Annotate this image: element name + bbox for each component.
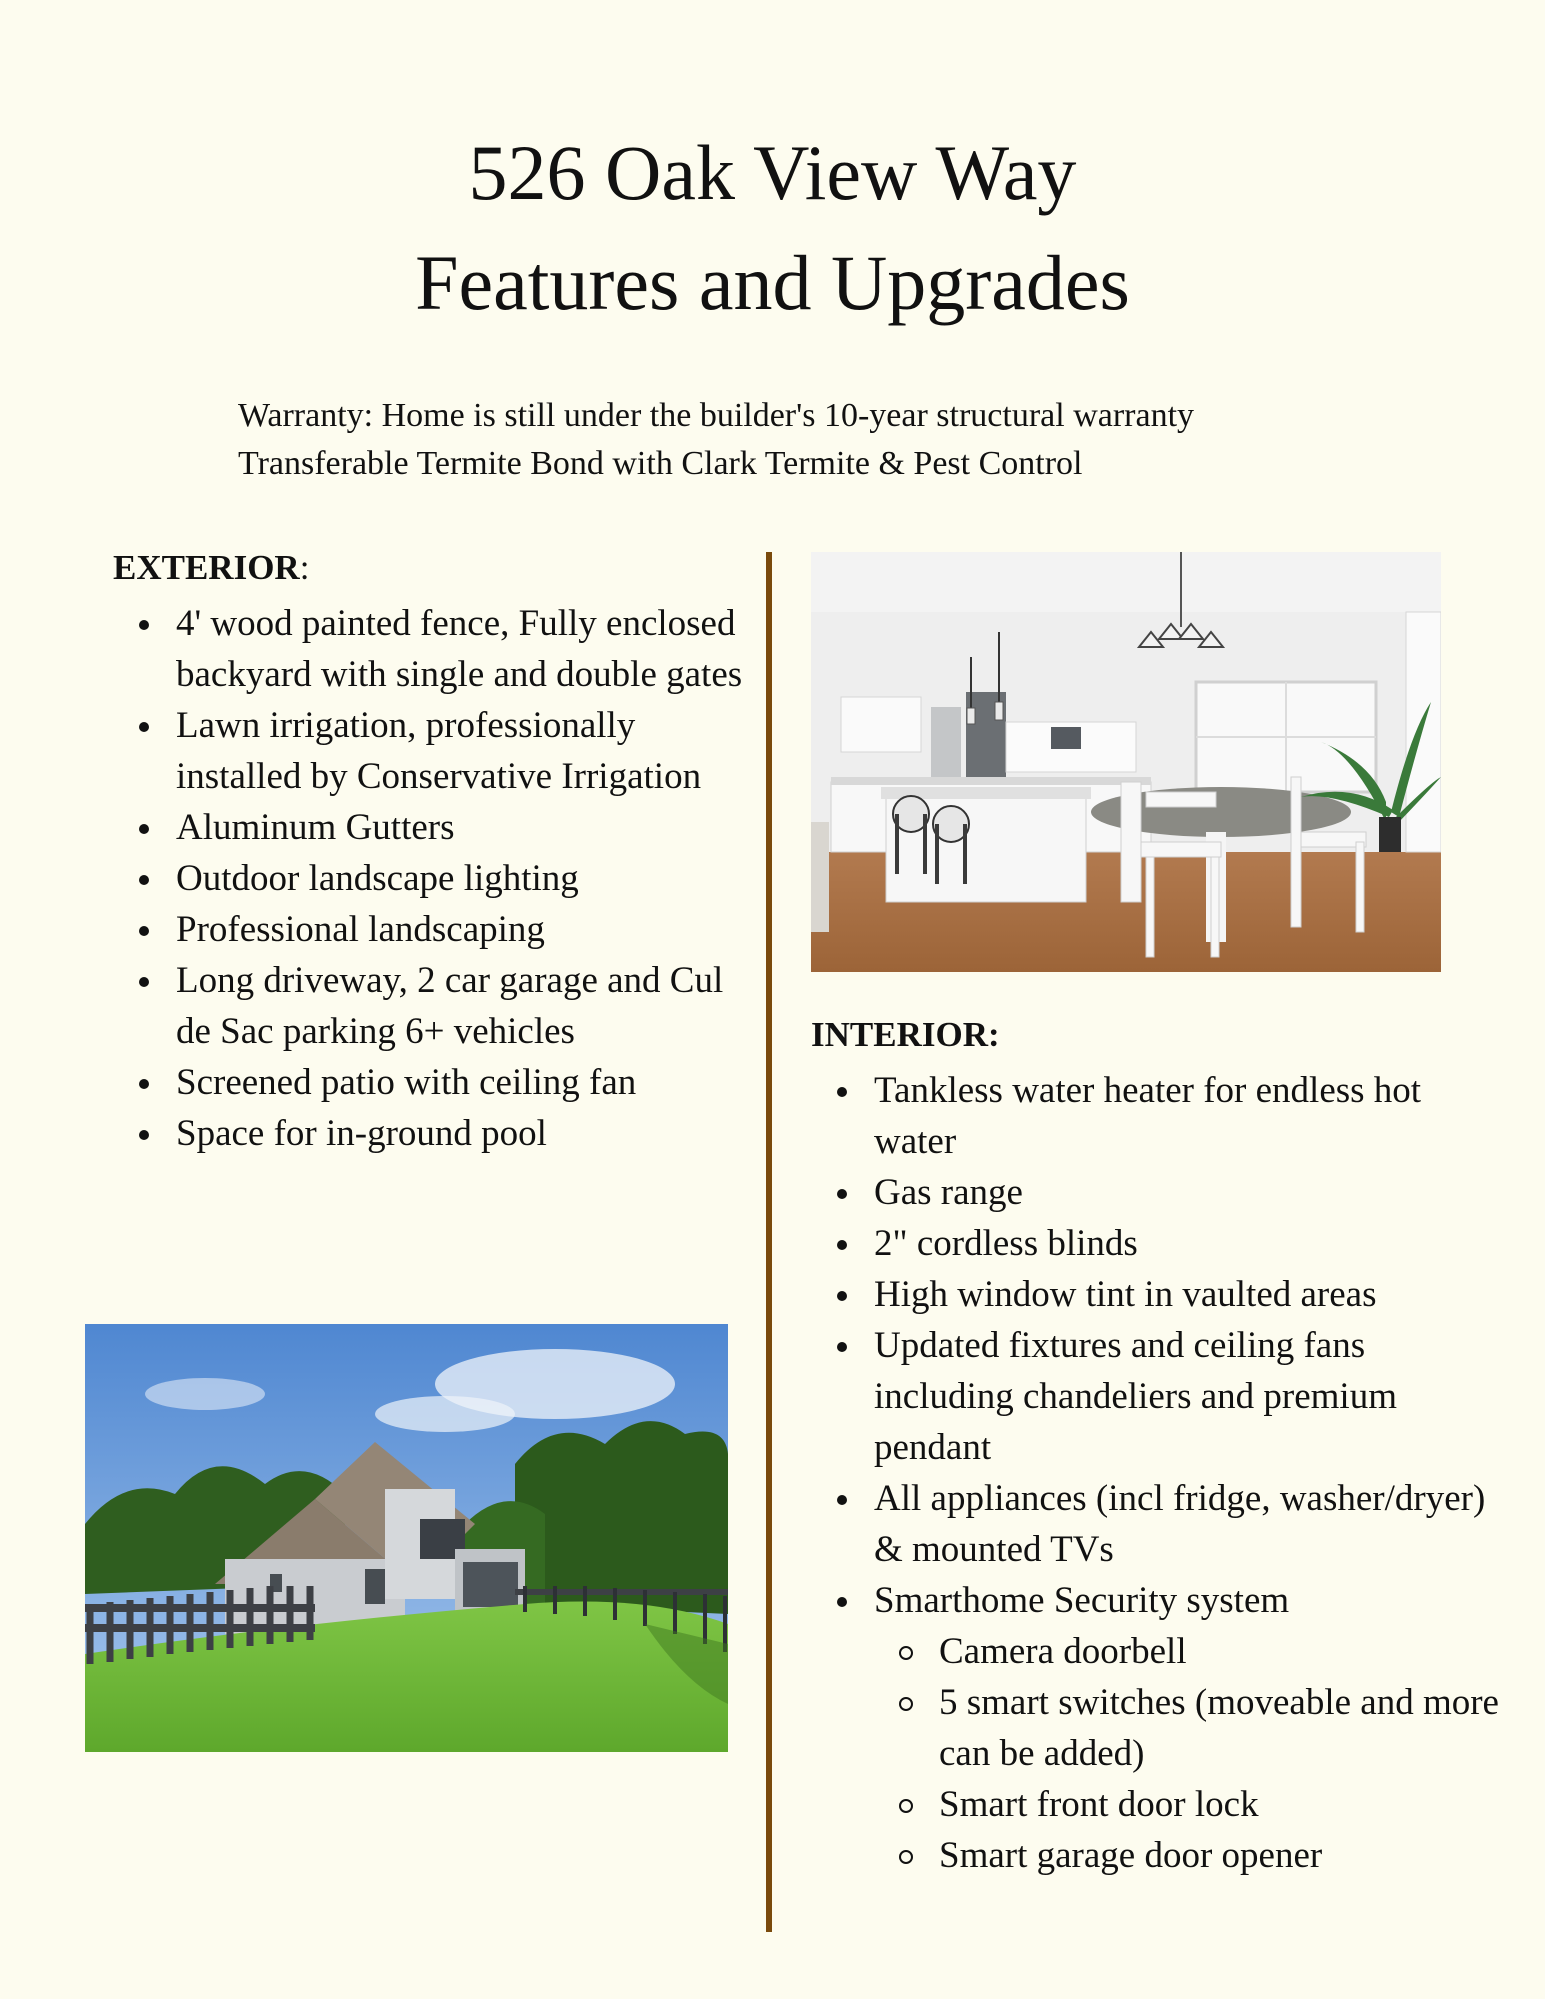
exterior-list bbox=[113, 598, 753, 1159]
sub-list-item: 5 smart switches (moveable and more can be added) bbox=[874, 1677, 1511, 1779]
sub-list-item: Smart garage door opener bbox=[874, 1830, 1511, 1881]
smarthome-label: Smarthome Security system bbox=[874, 1580, 1290, 1621]
list-item: Space for in-ground pool bbox=[113, 1108, 753, 1159]
list-item: Lawn irrigation, professionally installed by Conservative Irrigation bbox=[113, 700, 753, 802]
exterior-heading: EXTERIOR: bbox=[113, 548, 310, 587]
list-item: Outdoor landscape lighting bbox=[113, 853, 753, 904]
list-item: Professional landscaping bbox=[113, 904, 753, 955]
title-subtitle: Features and Upgrades bbox=[415, 239, 1130, 326]
kitchen-photo bbox=[811, 552, 1441, 972]
list-item: 2" cordless blinds bbox=[811, 1218, 1511, 1269]
warranty-notes bbox=[238, 392, 1194, 488]
list-item: All appliances (incl fridge, washer/dryer) & mounted TVs bbox=[811, 1473, 1511, 1575]
list-item: Updated fixtures and ceiling fans including chandeliers and premium pendant bbox=[811, 1320, 1511, 1473]
list-item: High window tint in vaulted areas bbox=[811, 1269, 1511, 1320]
backyard-photo bbox=[85, 1324, 728, 1752]
list-item: Long driveway, 2 car garage and Cul de Sac parking 6+ vehicles bbox=[113, 955, 753, 1057]
list-item bbox=[811, 1575, 1511, 1881]
warranty-note: Warranty: Home is still under the builder's 10-year structural warranty bbox=[238, 397, 1195, 434]
interior-list bbox=[811, 1065, 1511, 1881]
sub-list-item: Camera doorbell bbox=[874, 1626, 1511, 1677]
list-item: 4' wood painted fence, Fully enclosed backyard with single and double gates bbox=[113, 598, 753, 700]
list-item: Screened patio with ceiling fan bbox=[113, 1057, 753, 1108]
list-item: Gas range bbox=[811, 1167, 1511, 1218]
smarthome-sublist bbox=[874, 1626, 1511, 1881]
column-divider bbox=[766, 552, 772, 1932]
interior-heading: INTERIOR: bbox=[811, 1015, 1000, 1054]
sub-list-item: Smart front door lock bbox=[874, 1779, 1511, 1830]
page-title bbox=[0, 118, 1545, 338]
termite-bond-note: Transferable Termite Bond with Clark Termite & Pest Control bbox=[238, 445, 1083, 482]
list-item: Aluminum Gutters bbox=[113, 802, 753, 853]
list-item: Tankless water heater for endless hot water bbox=[811, 1065, 1511, 1167]
title-address: 526 Oak View Way bbox=[468, 129, 1077, 216]
